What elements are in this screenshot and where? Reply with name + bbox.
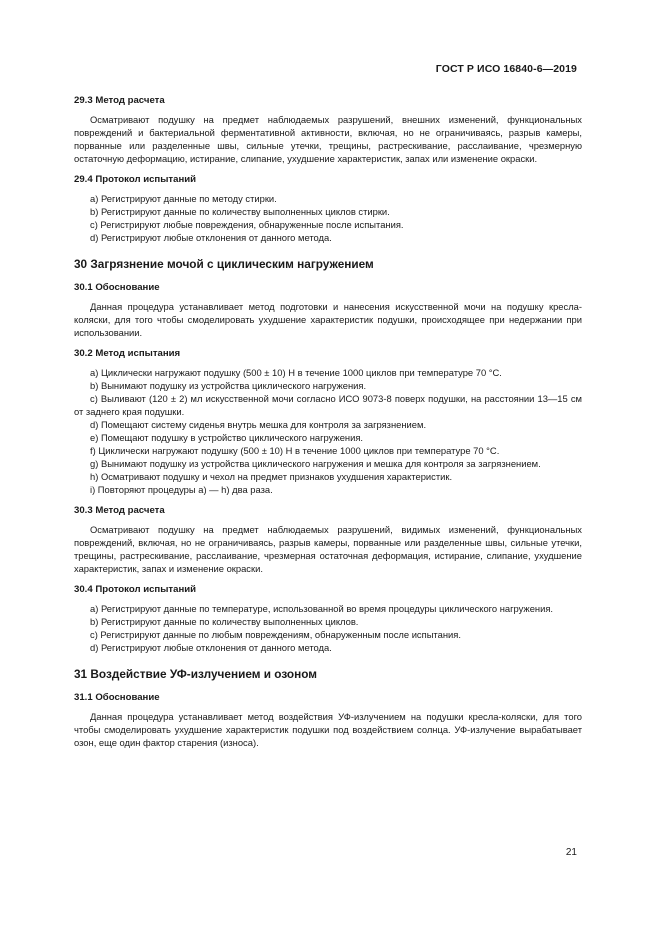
list-item: c) Регистрируют данные по любым повреждениям, обнаруженным после испытания. [90,629,461,640]
standard-code: ГОСТ Р ИСО 16840-6—2019 [435,63,577,75]
list-item: b) Регистрируют данные по количеству выполненных циклов. [90,616,359,627]
list-item: f) Циклически нагружают подушку (500 ± 10) Н в течение 1000 циклов при температуре 70 °С. [90,445,500,456]
list-item: c) Регистрируют любые повреждения, обнаруженные после испытания. [90,219,404,230]
document-body [74,94,582,749]
list-item: i) Повторяют процедуры a) — h) два раза. [90,484,273,495]
list-item: b) Вынимают подушку из устройства циклического нагружения. [90,380,367,391]
list-item: g) Вынимают подушку из устройства циклического нагружения и мешка для контроля за загрязнением. [90,458,541,469]
section-heading-31: 31 Воздействие УФ-излучением и озоном [74,667,318,681]
paragraph-29-3: Осматривают подушку на предмет наблюдаемых разрушений, внешних изменений, функциональных повреждений и бактериальной ферментативной активности, включая, но не ограничиваясь, разрыв камеры, порванные или разделенные швы, сильные утечки, трещины, растрескивание, расслаивание, чрезмерную остаточную деформацию, истирание, слипание, ухудшение характеристик, запах или изменение окраски. [74,114,582,164]
list-item: d) Помещают систему сиденья внутрь мешка для контроля за загрязнением. [90,419,427,430]
list-item: d) Регистрируют любые отклонения от данного метода. [90,642,332,653]
subsection-heading-29-4: 29.4 Протокол испытаний [74,174,197,185]
paragraph-31-1: Данная процедура устанавливает метод воздействия УФ-излучением на подушки кресла-коляски, для того чтобы смоделировать ухудшение характеристик подушки под воздействием солнца. УФ-излучение вырабатывает озон, еще один фактор старения (износа). [74,711,582,748]
list-item: d) Регистрируют любые отклонения от данного метода. [90,232,332,243]
subsection-heading-30-4: 30.4 Протокол испытаний [74,584,197,595]
subsection-heading-30-1: 30.1 Обоснование [74,282,160,293]
list-item: b) Регистрируют данные по количеству выполненных циклов стирки. [90,206,390,217]
subsection-heading-31-1: 31.1 Обоснование [74,692,160,703]
subsection-heading-30-3: 30.3 Метод расчета [74,505,165,516]
subsection-heading-30-2: 30.2 Метод испытания [74,348,181,359]
page-number: 21 [565,847,577,858]
paragraph-30-3: Осматривают подушку на предмет наблюдаемых разрушений, видимых изменений, функциональных повреждений, включая, но не ограничиваясь, разрыв камеры, порванные или разделенные швы, сильные утечки, трещины, растрескивание, расслаивание, чрезмерная остаточная деформация, истирание, слипание, ухудшение характеристик, запах и изменение окраски. [74,524,582,574]
list-item: h) Осматривают подушку и чехол на предмет признаков ухудшения характеристик. [90,471,453,482]
list-item: a) Регистрируют данные по методу стирки. [90,193,277,204]
paragraph-30-1: Данная процедура устанавливает метод подготовки и нанесения искусственной мочи на подушку кресла-коляски, для того чтобы смоделировать ухудшение характеристик подушки, происходящее при недержании при использовании. [74,301,582,338]
subsection-heading-29-3: 29.3 Метод расчета [74,95,165,106]
list-item: a) Регистрируют данные по температуре, использованной во время процедуры циклического нагружения. [90,603,554,614]
list-item: c) Выливают (120 ± 2) мл искусственной мочи согласно ИСО 9073-8 поверх подушки, на расстоянии 13—15 см от заднего края подушки. [74,393,582,417]
section-heading-30: 30 Загрязнение мочой с циклическим нагружением [74,257,374,271]
list-item: a) Циклически нагружают подушку (500 ± 10) Н в течение 1000 циклов при температуре 70 °С. [90,367,502,378]
list-item: e) Помещают подушку в устройство циклического нагружения. [90,432,364,443]
